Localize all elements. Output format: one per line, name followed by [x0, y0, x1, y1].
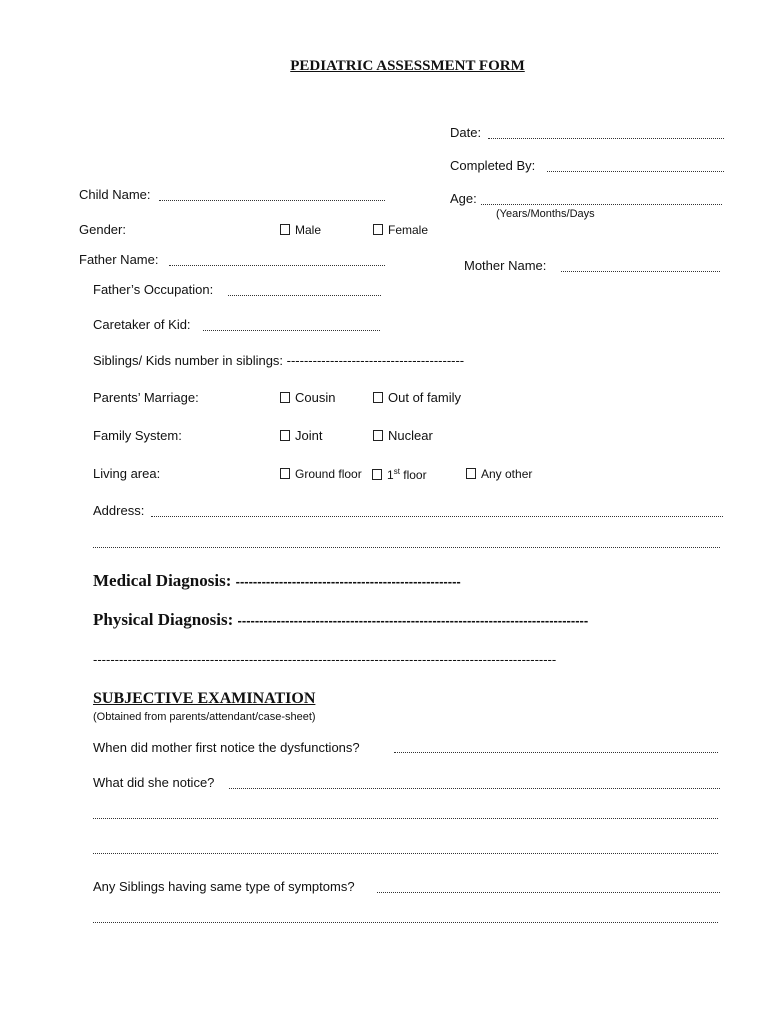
living-option-first-floor[interactable]: 1st floor [372, 467, 427, 482]
completed-by-field[interactable] [547, 171, 724, 172]
q-siblings-symptoms-field[interactable] [377, 892, 720, 893]
child-name-field[interactable] [159, 200, 385, 201]
address-field[interactable] [151, 516, 723, 517]
date-label: Date: [450, 125, 482, 140]
checkbox-icon[interactable] [280, 468, 290, 479]
father-occupation-field[interactable] [228, 295, 381, 296]
q-what-notice-label: What did she notice? [93, 775, 215, 790]
siblings-label: Siblings/ Kids number in siblings: ----------------------------------------- [93, 353, 465, 368]
checkbox-icon[interactable] [280, 430, 290, 441]
family-option-joint[interactable]: Joint [280, 428, 322, 443]
address-label: Address: [93, 503, 145, 518]
parents-marriage-label: Parents’ Marriage: [93, 390, 199, 405]
living-option-ground-floor[interactable]: Ground floor [280, 467, 362, 481]
subjective-heading: SUBJECTIVE EXAMINATION [93, 690, 316, 707]
child-name-label: Child Name: [79, 187, 151, 202]
checkbox-icon[interactable] [373, 392, 383, 403]
father-name-label: Father Name: [79, 252, 159, 267]
checkbox-icon[interactable] [280, 392, 290, 403]
caretaker-label: Caretaker of Kid: [93, 317, 191, 332]
subjective-note: (Obtained from parents/attendant/case-sheet) [93, 711, 316, 723]
q-what-notice-field[interactable] [229, 788, 720, 789]
age-hint: (Years/Months/Days [496, 208, 595, 220]
answer-line-2[interactable] [93, 853, 718, 854]
marriage-option-out-of-family[interactable]: Out of family [373, 390, 461, 405]
address-continuation-line[interactable] [93, 547, 720, 548]
medical-diagnosis-label: Medical Diagnosis: [93, 571, 232, 590]
physical-diagnosis-label: Physical Diagnosis: [93, 610, 234, 629]
checkbox-icon[interactable] [373, 430, 383, 441]
father-occupation-label: Father’s Occupation: [93, 282, 214, 297]
medical-diagnosis-field[interactable]: ---------------------------------------------------- [235, 574, 461, 589]
caretaker-field[interactable] [203, 330, 380, 331]
family-option-nuclear[interactable]: Nuclear [373, 428, 433, 443]
physical-diagnosis-continuation[interactable]: ----------------------------------------------------------------------------------------------------------- [93, 652, 557, 667]
age-field[interactable] [481, 204, 722, 205]
mother-name-field[interactable] [561, 271, 720, 272]
living-option-any-other[interactable]: Any other [466, 467, 532, 481]
gender-label: Gender: [79, 222, 126, 237]
form-title: PEDIATRIC ASSESSMENT FORM [290, 58, 525, 74]
age-label: Age: [450, 191, 477, 206]
marriage-option-cousin[interactable]: Cousin [280, 390, 335, 405]
q-mother-notice-field[interactable] [394, 752, 718, 753]
physical-diagnosis-row [93, 610, 588, 630]
checkbox-icon[interactable] [466, 468, 476, 479]
completed-by-label: Completed By: [450, 158, 536, 173]
date-field[interactable] [488, 138, 724, 139]
q-mother-notice-label: When did mother first notice the dysfunctions? [93, 740, 360, 755]
checkbox-icon[interactable] [373, 224, 383, 235]
answer-line-3[interactable] [93, 922, 718, 923]
physical-diagnosis-field[interactable]: --------------------------------------------------------------------------------- [237, 613, 589, 628]
father-name-field[interactable] [169, 265, 385, 266]
mother-name-label: Mother Name: [464, 258, 547, 273]
living-area-label: Living area: [93, 466, 161, 481]
q-siblings-symptoms-label: Any Siblings having same type of symptoms? [93, 879, 355, 894]
family-system-label: Family System: [93, 428, 182, 443]
checkbox-icon[interactable] [372, 469, 382, 480]
gender-option-male[interactable]: Male [280, 223, 321, 237]
gender-option-female[interactable]: Female [373, 223, 428, 237]
medical-diagnosis-row [93, 571, 461, 591]
answer-line-1[interactable] [93, 818, 718, 819]
checkbox-icon[interactable] [280, 224, 290, 235]
